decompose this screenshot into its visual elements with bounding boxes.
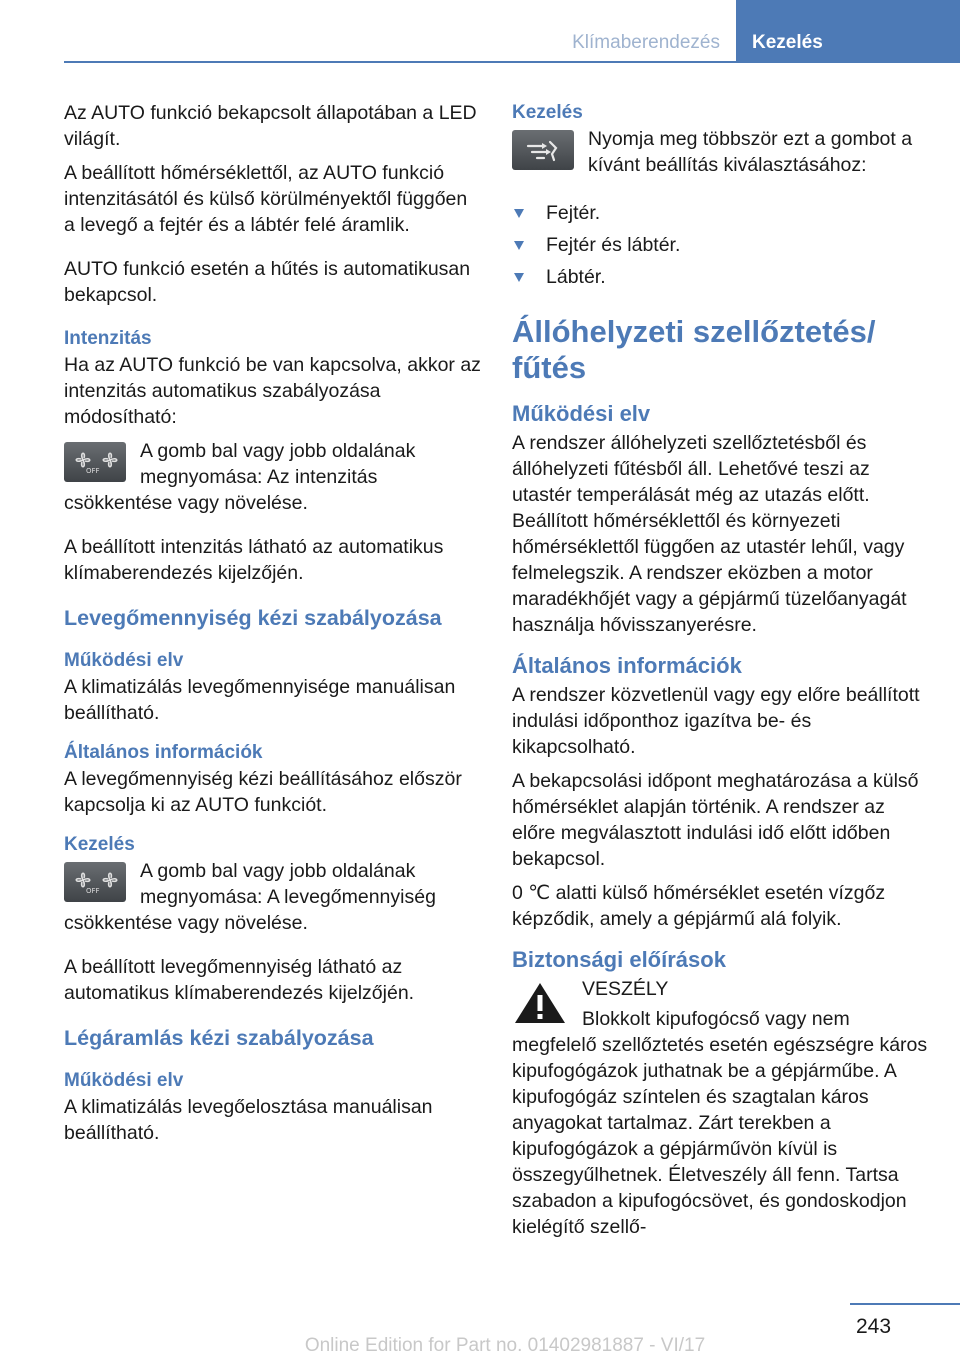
label-mukodesi-elv-2: Működési elv (64, 1070, 184, 1091)
right-column (512, 100, 930, 1248)
fan-button-icon (64, 442, 126, 482)
label-kezeles-1: Kezelés (64, 834, 135, 855)
section-title-allohelyzeti: Állóhelyzeti szellőztetés/ fűtés (512, 314, 876, 385)
kezeles-button-block (64, 858, 482, 944)
header-section-title: Klímaberendezés (572, 32, 720, 53)
left-column (64, 100, 482, 1154)
paragraph-kezeles-airflow: Nyomja meg többször ezt a gombot a kívánt beállítás kiválasztásához: (588, 128, 913, 176)
paragraph-intenzitas: Ha az AUTO funkció be van kapcsolva, akkor az intenzitás automatikus szabályozása módosítható: (64, 354, 481, 428)
paragraph-intenzitas-button: A gomb bal vagy jobb oldalának megnyomása: Az intenzitás csökkentése vagy növelése. (64, 440, 416, 514)
list-item: Fejtér. (512, 200, 930, 226)
airflow-options-list (512, 200, 930, 290)
paragraph-auto-led: Az AUTO funkció bekapcsolt állapotában a LED világít. (64, 102, 477, 150)
warning-label: VESZÉLY (582, 978, 669, 1000)
fan-off-label: OFF (86, 887, 100, 895)
warning-block (512, 976, 930, 1240)
warning-text: Blokkolt kipufogócső vagy nem megfelelő szellőztetés esetén egészségre káros kipufogógázok juthatnak be a gépjárműbe. A kipufogógáz színtelen és szagtalan káros anyagokat tartalmaz. Zárt terekben a kipufogógázok a gépjárművön kívül is összegyűlhetnek. Életveszély áll fenn. Tartsa szabadon a kipufogócsövet, és gondoskodjon kielégítő szellő- (512, 1008, 928, 1238)
paragraph-kezeles-button: A gomb bal vagy jobb oldalának megnyomása: A levegőmennyiség csökkentése vagy növelése. (64, 860, 436, 934)
paragraph-altalanos-right-3: 0 ℃ alatti külső hőmérséklet esetén vízgőz képződik, amely a gépjármű alá folyik. (512, 882, 886, 930)
paragraph-cooling: AUTO funkció esetén a hűtés is automatikusan bekapcsol. (64, 258, 471, 306)
page-number-divider (850, 1303, 960, 1305)
page-number: 243 (856, 1315, 892, 1338)
label-intenzitas: Intenzitás (64, 328, 152, 349)
airflow-button-block (512, 126, 930, 186)
paragraph-mukodesi-2: A klimatizálás levegőelosztása manuálisan beállítható. (64, 1096, 433, 1144)
page-header (0, 0, 960, 62)
heading-levegomennyiseg: Levegőmennyiség kézi szabályozása (64, 606, 442, 630)
paragraph-altalanos-right-2: A bekapcsolási időpont meghatározása a külső hőmérséklet alapján történik. A rendszer az előre megválasztott indulási idő előtt időben bekapcsol. (512, 770, 919, 870)
intenzitas-button-block (64, 438, 482, 524)
heading-altalanos: Általános információk (512, 653, 742, 678)
fan-off-label: OFF (86, 467, 100, 475)
bullet-triangle-icon (514, 273, 524, 282)
airflow-button-icon (512, 130, 574, 170)
label-mukodesi-elv-1: Működési elv (64, 650, 184, 671)
paragraph-intenzitas-display: A beállított intenzitás látható az automatikus klímaberendezés kijelzőjén. (64, 536, 444, 584)
heading-legaramlas: Légáramlás kézi szabályozása (64, 1026, 374, 1050)
bullet-triangle-icon (514, 209, 524, 218)
header-divider (64, 61, 960, 63)
label-altalanos-1: Általános információk (64, 742, 263, 763)
paragraph-mukodesi-right: A rendszer állóhelyzeti szellőztetésből és állóhelyzeti fűtésből áll. Lehetővé teszi az utastér temperálását még az utazás előtt. Beállított hőmérséklettől és környezeti hőmérséklettől függően az utastér lehűl, vagy felmelegszik. A rendszer eközben a motor maradékhőjét vagy a gépjármű tüzelőanyagát használja hővisszanyerésre. (512, 432, 907, 636)
label-kezeles-2: Kezelés (512, 102, 583, 123)
paragraph-kezeles-display: A beállított levegőmennyiség látható az automatikus klímaberendezés kijelzőjén. (64, 956, 415, 1004)
paragraph-altalanos-right-1: A rendszer közvetlenül vagy egy előre beállított indulási időponthoz igazítva be- és kikapcsolható. (512, 684, 920, 758)
list-item: Fejtér és lábtér. (512, 232, 930, 258)
paragraph-altalanos-1: A levegőmennyiség kézi beállításához először kapcsolja ki az AUTO funkciót. (64, 768, 462, 816)
fan-button-icon (64, 862, 126, 902)
header-chapter-tab: Kezelés (736, 0, 960, 62)
list-item: Lábtér. (512, 264, 930, 290)
warning-triangle-icon (512, 980, 568, 1026)
bullet-triangle-icon (514, 241, 524, 250)
footer-edition: Online Edition for Part no. 01402981887 - VI/17 (304, 1335, 706, 1356)
paragraph-airflow: A beállított hőmérséklettől, az AUTO funkció intenzitásától és külső körülményektől függően a levegő a fejtér és a lábtér felé áramlik. (64, 162, 468, 236)
paragraph-mukodesi-1: A klimatizálás levegőmennyisége manuálisan beállítható. (64, 676, 456, 724)
heading-biztonsagi: Biztonsági előírások (512, 947, 726, 972)
heading-mukodesi-elv: Működési elv (512, 401, 651, 426)
